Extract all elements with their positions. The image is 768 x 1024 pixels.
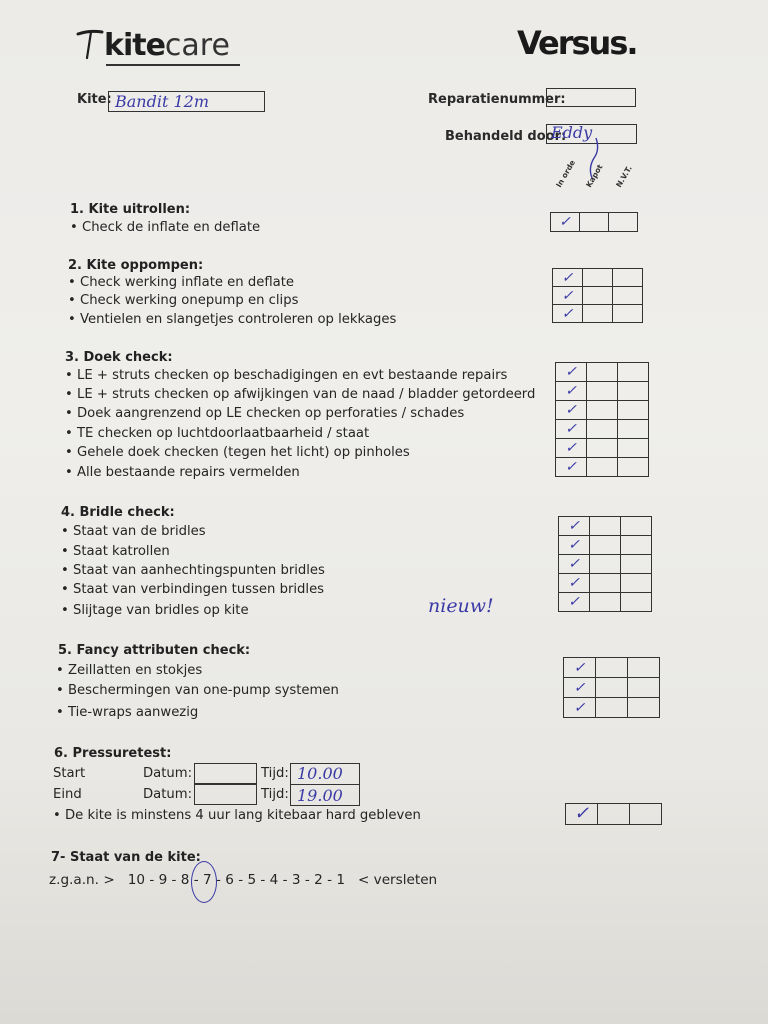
scale-value[interactable]: 6 bbox=[225, 872, 234, 888]
list-item: • LE + struts checken op afwijkingen van de naad / bladder getordeerd bbox=[65, 387, 536, 402]
check-broken[interactable] bbox=[583, 305, 613, 323]
check-ok[interactable]: ✓ bbox=[556, 420, 587, 439]
condition-scale: z.g.a.n. > 10 - 9 - 8 - 7 - 6 - 5 - 4 - 3 - 2 - 1 < versleten bbox=[49, 872, 438, 888]
section-2-title: 2. Kite oppompen: bbox=[68, 258, 204, 273]
check-na[interactable] bbox=[621, 593, 652, 612]
list-item: • TE checken op luchtdoorlaatbaarheid / staat bbox=[65, 426, 370, 441]
list-item: • Check de inflate en deflate bbox=[70, 220, 261, 235]
check-ok[interactable]: ✓ bbox=[553, 287, 583, 305]
selected-circle bbox=[191, 861, 217, 903]
scale-left-label: z.g.a.n. > bbox=[49, 872, 115, 888]
check-ok[interactable]: ✓ bbox=[559, 536, 590, 555]
check-na[interactable] bbox=[618, 458, 649, 477]
scale-value-selected[interactable]: 7 bbox=[203, 872, 212, 888]
check-broken[interactable] bbox=[587, 439, 618, 458]
check-na[interactable] bbox=[621, 536, 652, 555]
start-time-value: 10.00 bbox=[297, 764, 343, 783]
section-1-title: 1. Kite uitrollen: bbox=[70, 202, 191, 217]
list-item: • LE + struts checken op beschadigingen en evt bestaande repairs bbox=[65, 368, 508, 383]
check-broken[interactable] bbox=[583, 269, 613, 287]
list-item: • Staat van de bridles bbox=[61, 524, 206, 539]
check-ok[interactable]: ✓ bbox=[556, 439, 587, 458]
list-item: • Slijtage van bridles op kite bbox=[61, 603, 249, 618]
handwritten-note: nieuw! bbox=[428, 595, 494, 617]
section-5-title: 5. Fancy attributen check: bbox=[58, 643, 251, 658]
repair-number-label: Reparatienummer: bbox=[428, 92, 566, 107]
check-ok[interactable]: ✓ bbox=[564, 678, 596, 698]
scale-value[interactable]: 3 bbox=[291, 872, 301, 888]
check-na[interactable] bbox=[630, 804, 662, 825]
logo-care-text: care bbox=[164, 28, 230, 63]
kite-field[interactable] bbox=[108, 91, 265, 112]
versus-logo: Versus. bbox=[517, 24, 637, 62]
end-time-value: 19.00 bbox=[297, 786, 343, 805]
check-na[interactable] bbox=[618, 363, 649, 382]
section-3-grid bbox=[555, 362, 649, 477]
check-broken[interactable] bbox=[590, 517, 621, 536]
end-time-label: Tijd: bbox=[261, 787, 289, 802]
check-broken[interactable] bbox=[598, 804, 630, 825]
scale-value[interactable]: 9 bbox=[158, 872, 168, 888]
check-na[interactable] bbox=[621, 517, 652, 536]
section-2-grid bbox=[552, 268, 643, 323]
kite-label: Kite: bbox=[77, 92, 112, 107]
check-broken[interactable] bbox=[587, 363, 618, 382]
check-ok[interactable]: ✓ bbox=[564, 658, 596, 678]
list-item: • Tie-wraps aanwezig bbox=[56, 705, 199, 720]
check-ok[interactable]: ✓ bbox=[564, 698, 596, 718]
check-na[interactable] bbox=[628, 698, 660, 718]
list-item: • Staat van aanhechtingspunten bridles bbox=[61, 563, 325, 578]
end-date-label: Datum: bbox=[143, 787, 193, 802]
kitecare-logo bbox=[76, 28, 230, 64]
check-ok[interactable]: ✓ bbox=[551, 213, 580, 232]
check-ok[interactable]: ✓ bbox=[553, 269, 583, 287]
handled-by-label: Behandeld door: bbox=[445, 129, 567, 144]
end-date-field[interactable] bbox=[194, 784, 257, 805]
check-ok[interactable]: ✓ bbox=[556, 382, 587, 401]
check-ok[interactable]: ✓ bbox=[559, 555, 590, 574]
section-3-title: 3. Doek check: bbox=[65, 350, 173, 365]
column-header-na: N.V.T. bbox=[614, 164, 634, 189]
check-ok[interactable]: ✓ bbox=[559, 574, 590, 593]
check-ok[interactable]: ✓ bbox=[556, 401, 587, 420]
list-item: • Check werking onepump en clips bbox=[68, 293, 299, 308]
check-ok[interactable]: ✓ bbox=[566, 804, 598, 825]
check-broken[interactable] bbox=[590, 574, 621, 593]
check-broken[interactable] bbox=[590, 593, 621, 612]
start-label: Start bbox=[53, 766, 86, 781]
check-broken[interactable] bbox=[587, 420, 618, 439]
list-item: • Zeillatten en stokjes bbox=[56, 663, 203, 678]
list-item: • Doek aangrenzend op LE checken op perforaties / schades bbox=[65, 406, 465, 421]
list-item: • De kite is minstens 4 uur lang kitebaar hard gebleven bbox=[53, 808, 421, 823]
list-item: • Ventielen en slangetjes controleren op lekkages bbox=[68, 312, 397, 327]
check-na[interactable] bbox=[621, 574, 652, 593]
list-item: • Gehele doek checken (tegen het licht) op pinholes bbox=[65, 445, 410, 460]
list-item: • Staat katrollen bbox=[61, 544, 170, 559]
end-label: Eind bbox=[53, 787, 82, 802]
section-6-grid bbox=[565, 803, 662, 825]
column-header-broken: Kapot bbox=[584, 162, 605, 189]
check-broken[interactable] bbox=[596, 658, 628, 678]
check-broken[interactable] bbox=[596, 678, 628, 698]
check-ok[interactable]: ✓ bbox=[556, 458, 587, 477]
section-6-title: 6. Pressuretest: bbox=[54, 746, 172, 761]
check-broken[interactable] bbox=[587, 458, 618, 477]
start-time-field[interactable] bbox=[290, 763, 360, 785]
check-broken[interactable] bbox=[580, 213, 609, 232]
check-broken[interactable] bbox=[596, 698, 628, 718]
section-4-grid bbox=[558, 516, 652, 612]
end-time-field[interactable] bbox=[290, 784, 360, 806]
scale-value[interactable]: 4 bbox=[269, 872, 279, 888]
start-date-label: Datum: bbox=[143, 766, 193, 781]
scale-value[interactable]: 8 bbox=[180, 872, 190, 888]
check-ok[interactable]: ✓ bbox=[556, 363, 587, 382]
logo-kite-text: kite bbox=[104, 28, 165, 63]
check-na[interactable] bbox=[618, 420, 649, 439]
check-na[interactable] bbox=[618, 382, 649, 401]
list-item: • Check werking inflate en deflate bbox=[68, 275, 294, 290]
check-ok[interactable]: ✓ bbox=[559, 517, 590, 536]
check-ok[interactable]: ✓ bbox=[559, 593, 590, 612]
check-na[interactable] bbox=[613, 305, 643, 323]
kite-icon bbox=[76, 28, 104, 64]
check-broken[interactable] bbox=[587, 382, 618, 401]
column-header-ok: In orde bbox=[554, 158, 578, 189]
check-ok[interactable]: ✓ bbox=[553, 305, 583, 323]
check-na[interactable] bbox=[628, 678, 660, 698]
list-item: • Beschermingen van one-pump systemen bbox=[56, 683, 339, 698]
check-na[interactable] bbox=[609, 213, 638, 232]
start-time-label: Tijd: bbox=[261, 766, 289, 781]
scale-right-label: < versleten bbox=[357, 872, 438, 888]
section-1-grid bbox=[550, 212, 638, 232]
scale-value[interactable]: 1 bbox=[336, 872, 345, 888]
check-broken[interactable] bbox=[583, 287, 613, 305]
check-broken[interactable] bbox=[590, 555, 621, 574]
section-7-title: 7- Staat van de kite: bbox=[51, 850, 201, 865]
list-item: • Staat van verbindingen tussen bridles bbox=[61, 582, 325, 597]
check-na[interactable] bbox=[618, 439, 649, 458]
check-na[interactable] bbox=[613, 269, 643, 287]
scale-value[interactable]: 2 bbox=[314, 872, 323, 888]
handled-by-value: Eddy bbox=[551, 123, 593, 142]
check-na[interactable] bbox=[628, 658, 660, 678]
section-5-grid bbox=[563, 657, 660, 718]
start-date-field[interactable] bbox=[194, 763, 257, 784]
check-na[interactable] bbox=[613, 287, 643, 305]
check-na[interactable] bbox=[618, 401, 649, 420]
repair-number-field[interactable] bbox=[546, 88, 636, 107]
scale-value[interactable]: 5 bbox=[247, 872, 257, 888]
scale-value[interactable]: 10 bbox=[127, 872, 145, 888]
check-broken[interactable] bbox=[587, 401, 618, 420]
check-broken[interactable] bbox=[590, 536, 621, 555]
list-item: • Alle bestaande repairs vermelden bbox=[65, 465, 300, 480]
kite-value: Bandit 12m bbox=[115, 92, 210, 111]
check-na[interactable] bbox=[621, 555, 652, 574]
section-4-title: 4. Bridle check: bbox=[61, 505, 175, 520]
